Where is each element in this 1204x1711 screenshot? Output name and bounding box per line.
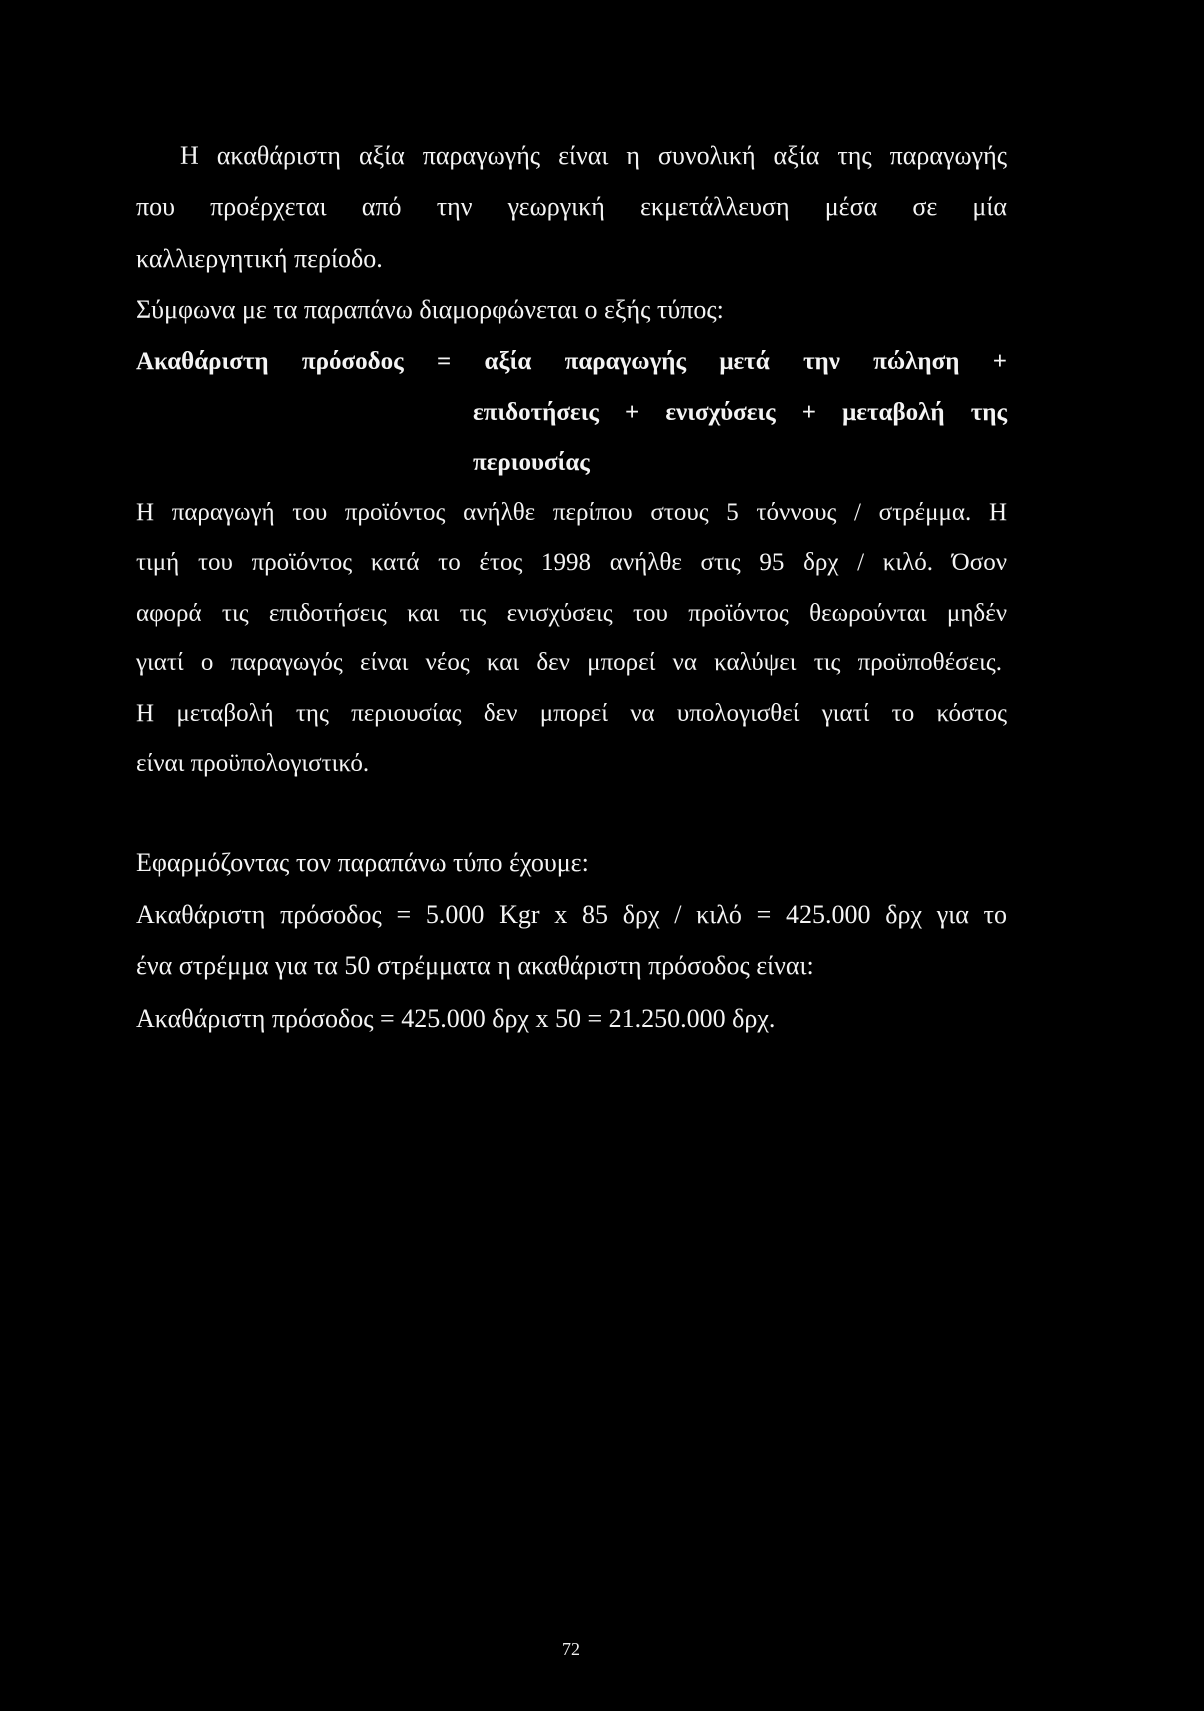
formula-line: Ακαθάριστη πρόσοδος = αξία παραγωγής μετά την πώληση +	[136, 348, 1007, 375]
text-line: είναι προϋπολογιστικό.	[136, 750, 370, 777]
formula-intro: Σύμφωνα με τα παραπάνω διαμορφώνεται ο εξής τύπος:	[136, 295, 724, 324]
page-number: 72	[562, 1639, 580, 1659]
formula-line: περιουσίας	[473, 449, 590, 476]
text-line: Η μεταβολή της περιουσίας δεν μπορεί να υπολογισθεί γιατί το κόστος	[136, 700, 1007, 727]
text-line: τιμή του προϊόντος κατά το έτος 1998 ανήλθε στις 95 δρχ / κιλό. Όσον	[136, 549, 1007, 576]
text-line: που προέρχεται από την γεωργική εκμετάλλευση μέσα σε μία	[136, 192, 1007, 221]
text-line: Εφαρμόζοντας τον παραπάνω τύπο έχουμε:	[136, 848, 589, 877]
text-line: αφορά τις επιδοτήσεις και τις ενισχύσεις του προϊόντος θεωρούνται μηδέν	[136, 600, 1007, 627]
text-line: Η ακαθάριστη αξία παραγωγής είναι η συνολική αξία της παραγωγής	[180, 141, 1007, 170]
result-line: Ακαθάριστη πρόσοδος = 425.000 δρχ x 50 = 21.250.000 δρχ.	[136, 1004, 776, 1033]
text-line: καλλιεργητική περίοδο.	[136, 244, 383, 273]
text-line: γιατί ο παραγωγός είναι νέος και δεν μπορεί να καλύψει τις προϋποθέσεις.	[136, 649, 1002, 676]
text-line: Ακαθάριστη πρόσοδος = 5.000 Kgr x 85 δρχ / κιλό = 425.000 δρχ για το	[136, 900, 1007, 929]
formula-line: επιδοτήσεις + ενισχύσεις + μεταβολή της	[473, 399, 1007, 426]
text-line: Η παραγωγή του προϊόντος ανήλθε περίπου στους 5 τόννους / στρέμμα. Η	[136, 499, 1007, 526]
text-line: ένα στρέμμα για τα 50 στρέμματα η ακαθάριστη πρόσοδος είναι:	[136, 951, 814, 980]
